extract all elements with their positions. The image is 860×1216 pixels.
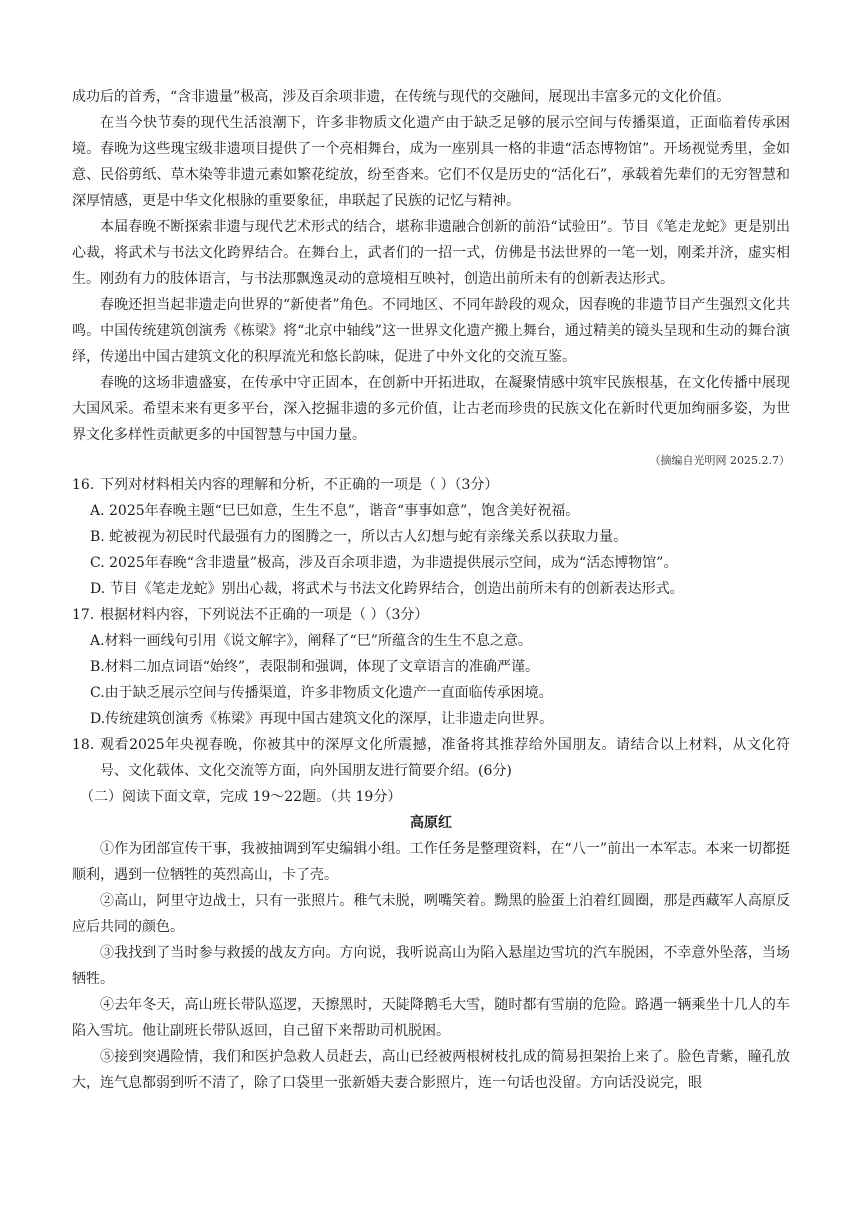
material-paragraph-5: 春晚的这场非遗盛宴，在传承中守正固本，在创新中开拓进取，在凝聚情感中筑牢民族根基，在文化传播中展现大国风采。希望未来有更多平台，深入挖掘非遗的多元价值，让古老而珍贵的民族文化在新时代更加绚丽多姿，为世界文化多样性贡献更多的中国智慧与中国力量。 bbox=[72, 375, 790, 443]
question-18-number: 18. bbox=[72, 737, 95, 753]
question-16-option-c: C. 2025年春晚“含非遗量”极高，涉及百余项非遗，为非遗提供展示空间，成为“活态博物馆”。 bbox=[90, 555, 678, 571]
question-17-option-d: D.传统建筑创演秀《栋梁》再现中国古建筑文化的深厚，让非遗走向世界。 bbox=[90, 711, 554, 727]
question-17-option-b: B.材料二加点词语“始终”，表限制和强调，体现了文章语言的准确严谨。 bbox=[90, 659, 540, 675]
article-paragraph-4: ④去年冬天，高山班长带队巡逻，天擦黑时，天陡降鹅毛大雪，随时都有雪崩的危险。路遇一辆乘坐十几人的车陷入雪坑。他让副班长带队返回，自己留下来帮助司机脱困。 bbox=[72, 997, 790, 1039]
question-16-number: 16. bbox=[72, 477, 95, 493]
material-paragraph-1: 成功后的首秀，“含非遗量”极高，涉及百余项非遗，在传统与现代的交融间，展现出丰富多元的文化价值。 bbox=[72, 89, 731, 105]
question-17-number: 17. bbox=[72, 607, 95, 623]
question-18 bbox=[72, 732, 790, 784]
question-17-option-a: A.材料一画线句引用《说文解字》，阐释了“巳”所蕴含的生生不息之意。 bbox=[90, 633, 532, 649]
material-paragraph-3: 本届春晚不断探索非遗与现代艺术形式的结合，堪称非遗融合创新的前沿“试验田”。节目《笔走龙蛇》更是别出心裁，将武术与书法文化跨界结合。在舞台上，武者们的一招一式，仿佛是书法世界的一笔一划，刚柔并济，虚实相生。刚劲有力的肢体语言，与书法那飘逸灵动的意境相互映衬，创造出前所未有的创新表达形式。 bbox=[72, 219, 790, 287]
article-paragraph-3: ③我找到了当时参与救援的战友方向。方向说，我听说高山为陷入悬崖边雪坑的汽车脱困，不幸意外坠落，当场牺牲。 bbox=[72, 945, 790, 987]
question-16-option-d: D. 节目《笔走龙蛇》别出心裁，将武术与书法文化跨界结合，创造出前所未有的创新表达形式。 bbox=[90, 581, 684, 597]
article-paragraph-2: ②高山，阿里守边战士，只有一张照片。稚气未脱，咧嘴笑着。黝黑的脸蛋上泊着红圆圈，那是西藏军人高原反应后共同的颜色。 bbox=[72, 893, 790, 935]
question-16-option-b: B. 蛇被视为初民时代最强有力的图腾之一，所以古人幻想与蛇有亲缘关系以获取力量。 bbox=[90, 529, 628, 545]
article-paragraph-1: ①作为团部宣传干事，我被抽调到军史编辑小组。工作任务是整理资料，在“八一”前出一本军志。本来一切都挺顺利，遇到一位牺牲的英烈高山，卡了壳。 bbox=[72, 841, 790, 883]
question-16-option-a: A. 2025年春晚主题“巳巳如意，生生不息”，谐音“事事如意”，饱含美好祝福。 bbox=[90, 503, 580, 519]
question-17 bbox=[72, 602, 790, 628]
article-paragraph-5: ⑤接到突遇险情，我们和医护急救人员赶去，高山已经被两根树枝扎成的简易担架抬上来了。脸色青紫，瞳孔放大，连气息都弱到听不清了，除了口袋里一张新婚夫妻合影照片，连一句话也没留。方向话没说完，眼 bbox=[72, 1049, 790, 1091]
question-16-stem: 下列对材料相关内容的理解和分析，不正确的一项是（ ）（3分） bbox=[100, 477, 499, 493]
question-17-option-c: C.由于缺乏展示空间与传播渠道，许多非物质文化遗产一直面临传承困境。 bbox=[90, 685, 553, 701]
source-citation: （摘编自光明网 2025.2.7） bbox=[649, 454, 790, 467]
material-paragraph-4: 春晚还担当起非遗走向世界的“新使者”角色。不同地区、不同年龄段的观众，因春晚的非遗节目产生强烈文化共鸣。中国传统建筑创演秀《栋梁》将“北京中轴线”这一世界文化遗产搬上舞台，通过精美的镜头呈现和生动的舞台演绎，传递出中国古建筑文化的积厚流光和悠长韵味，促进了中外文化的交流互鉴。 bbox=[72, 297, 790, 365]
article-title: 高原红 bbox=[410, 815, 452, 831]
question-18-stem: 观看2025年央视春晚，你被其中的深厚文化所震撼，准备将其推荐给外国朋友。请结合以上材料，从文化符号、文化载体、文化交流等方面，向外国朋友进行简要介绍。(6分) bbox=[100, 737, 790, 779]
question-17-stem: 根据材料内容，下列说法不正确的一项是（ ）（3分） bbox=[100, 607, 429, 623]
question-16 bbox=[72, 472, 790, 498]
material-paragraph-2: 在当今快节奏的现代生活浪潮下，许多非物质文化遗产由于缺乏足够的展示空间与传播渠道，正面临着传承困境。春晚为这些瑰宝级非遗项目提供了一个亮相舞台，成为一座别具一格的非遗“活态博物馆”。开场视觉秀里，金如意、民俗剪纸、草木染等非遗元素如繁花绽放，纷至沓来。它们不仅是历史的“活化石”，承载着先辈们的无穷智慧和深厚情感，更是中华文化根脉的重要象征，串联起了民族的记忆与精神。 bbox=[72, 115, 790, 209]
section-2-heading: （二）阅读下面文章，完成 19～22题。（共 19分） bbox=[80, 789, 402, 805]
document-page bbox=[72, 84, 790, 1096]
